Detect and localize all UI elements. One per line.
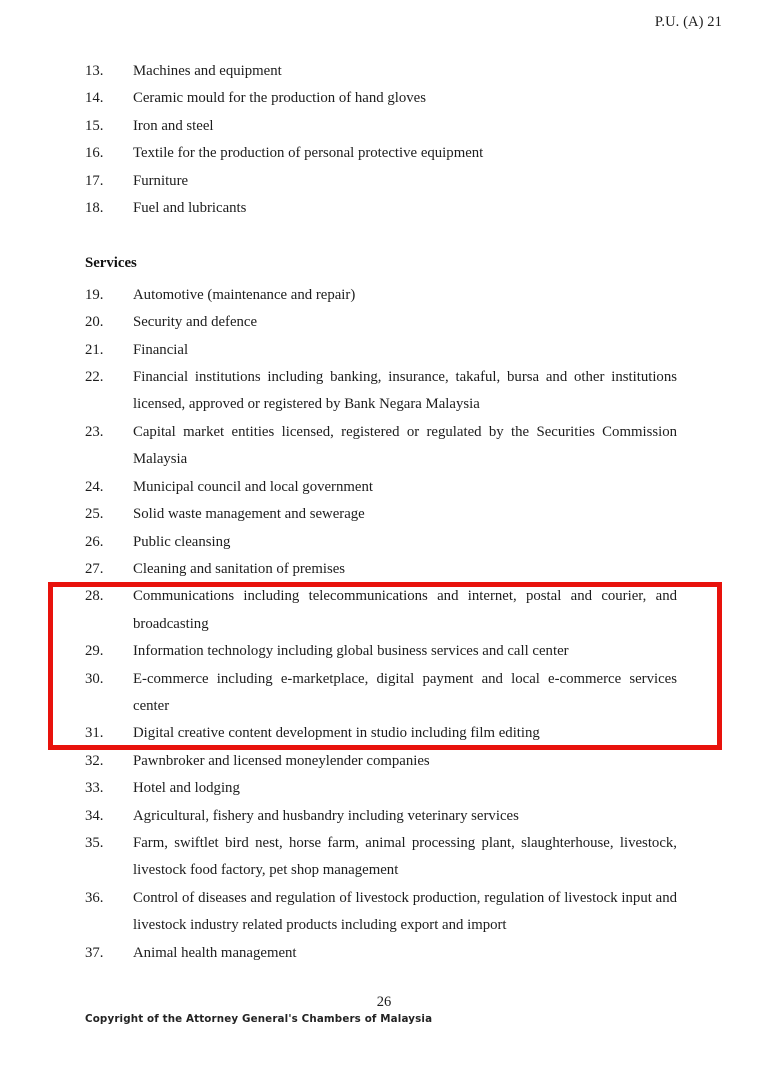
item-number: 31. <box>85 725 104 742</box>
list-item <box>85 364 677 419</box>
item-number: 34. <box>85 807 104 824</box>
item-number: 15. <box>85 117 104 134</box>
item-text: Pawnbroker and licensed moneylender companies <box>133 752 430 769</box>
list-item <box>85 775 677 802</box>
list-item <box>85 282 677 309</box>
list-item-highlighted <box>85 583 677 638</box>
item-text: Solid waste management and sewerage <box>133 506 365 523</box>
item-text: Digital creative content development in studio including film editing <box>133 725 540 742</box>
item-text: Financial institutions including banking, insurance, takaful, bursa and other institutions licensed, approved or registered by Bank Negara Malaysia <box>133 369 677 413</box>
item-text: Agricultural, fishery and husbandry including veterinary services <box>133 807 519 824</box>
list-item <box>85 501 677 528</box>
list-item <box>85 309 677 336</box>
item-text: Ceramic mould for the production of hand gloves <box>133 90 426 107</box>
item-text: Iron and steel <box>133 117 214 134</box>
item-number: 35. <box>85 834 104 851</box>
list-item <box>85 940 677 967</box>
item-number: 20. <box>85 314 104 331</box>
page-number: 26 <box>376 994 392 1010</box>
item-number: 30. <box>85 670 104 687</box>
item-text: E-commerce including e-marketplace, digital payment and local e-commerce services center <box>133 670 677 714</box>
list-item <box>85 803 677 830</box>
item-number: 27. <box>85 560 104 577</box>
item-text: Textile for the production of personal protective equipment <box>133 145 484 162</box>
list-item <box>85 168 677 195</box>
item-text: Control of diseases and regulation of livestock production, regulation of livestock input and livestock industry related products including export and import <box>133 889 677 934</box>
list-item <box>85 474 677 501</box>
list-item <box>85 195 677 222</box>
section-gap <box>85 222 677 250</box>
item-number: 14. <box>85 90 104 107</box>
list-item <box>85 419 677 474</box>
item-number: 25. <box>85 506 104 523</box>
item-text: Animal health management <box>133 944 297 961</box>
item-number: 23. <box>85 423 104 440</box>
item-text: Machines and equipment <box>133 63 282 79</box>
item-number: 33. <box>85 780 104 797</box>
item-number: 19. <box>85 286 104 303</box>
item-number: 16. <box>85 145 104 162</box>
item-number: 17. <box>85 172 104 189</box>
item-text: Farm, swiftlet bird nest, horse farm, animal processing plant, slaughterhouse, livestock, livestock food factory, pet shop management <box>133 834 677 879</box>
item-text: Municipal council and local government <box>133 478 373 495</box>
item-text: Furniture <box>133 172 189 189</box>
item-number: 36. <box>85 889 104 906</box>
item-text: Security and defence <box>133 314 258 331</box>
list-item <box>85 830 677 885</box>
list-item <box>85 748 677 775</box>
document-body <box>85 58 677 967</box>
item-text: Cleaning and sanitation of premises <box>133 560 346 577</box>
item-number: 32. <box>85 752 104 769</box>
item-text: Hotel and lodging <box>133 780 240 797</box>
item-text: Information technology including global business services and call center <box>133 643 569 660</box>
section-heading-services: Services <box>85 255 137 272</box>
list-item <box>85 556 677 583</box>
item-number: 21. <box>85 341 104 358</box>
list-item-highlighted <box>85 720 677 747</box>
item-text: Public cleansing <box>133 533 231 550</box>
list-item-highlighted <box>85 666 677 721</box>
list-item <box>85 58 677 85</box>
list-item <box>85 113 677 140</box>
item-number: 22. <box>85 369 104 386</box>
item-text: Fuel and lubricants <box>133 200 247 217</box>
services-item-list <box>85 282 677 967</box>
item-number: 18. <box>85 200 104 217</box>
list-item <box>85 85 677 112</box>
goods-item-list <box>85 58 677 222</box>
item-text: Financial <box>133 341 189 358</box>
list-item <box>85 529 677 556</box>
item-number: 26. <box>85 533 104 550</box>
item-text: Capital market entities licensed, registered or regulated by the Securities Commission Malaysia <box>133 423 677 468</box>
list-item <box>85 337 677 364</box>
item-number: 29. <box>85 643 104 660</box>
copyright-notice: Copyright of the Attorney General's Chambers of Malaysia <box>85 1013 433 1025</box>
item-number: 28. <box>85 588 104 605</box>
page-header-reference: P.U. (A) 21 <box>654 14 722 30</box>
item-text: Communications including telecommunications and internet, postal and courier, and broadcasting <box>133 588 677 632</box>
list-item-highlighted <box>85 638 677 665</box>
item-number: 13. <box>85 63 104 79</box>
item-number: 37. <box>85 944 104 961</box>
list-item <box>85 140 677 167</box>
item-number: 24. <box>85 478 104 495</box>
list-item <box>85 885 677 940</box>
item-text: Automotive (maintenance and repair) <box>133 286 356 303</box>
